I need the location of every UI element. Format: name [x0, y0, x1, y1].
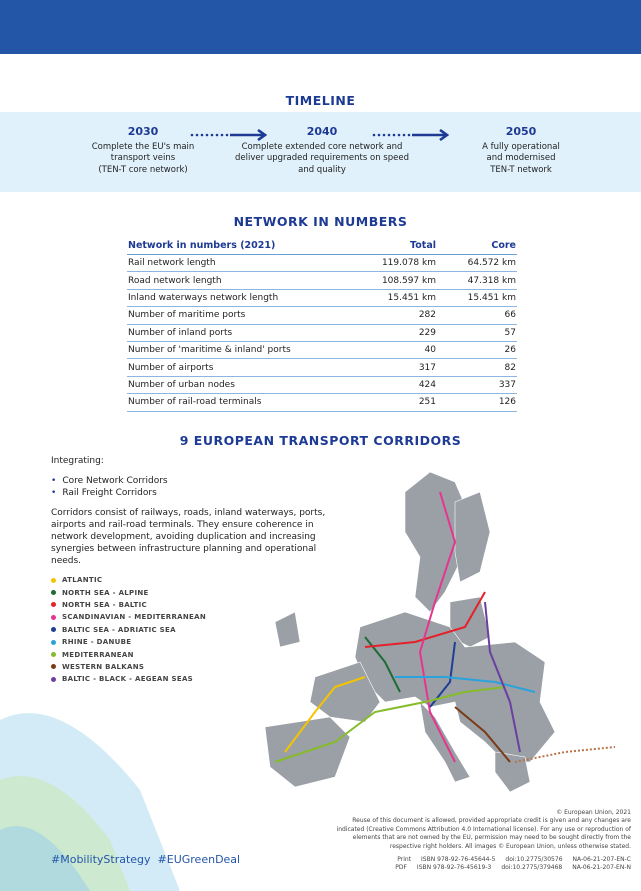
table-cell: 119.078 km: [358, 255, 437, 272]
legend-dot-icon: [51, 664, 56, 669]
legend-label: NORTH SEA - ALPINE: [62, 588, 149, 597]
timeline-text: TEN-T network: [490, 164, 552, 175]
bullet-item: • Rail Freight Corridors: [51, 487, 346, 499]
legend-label: WESTERN BALKANS: [62, 662, 145, 671]
corridor-legend: [51, 574, 206, 686]
legend-label: NORTH SEA - BALTIC: [62, 600, 147, 609]
table-cell: 82: [437, 359, 517, 376]
legend-item: [51, 599, 206, 611]
table-cell: Rail network length: [127, 255, 358, 272]
bullet-item: • Core Network Corridors: [51, 475, 346, 487]
timeline-text: Complete the EU's main: [91, 141, 195, 152]
timeline-text: (TEN-T core network): [98, 164, 188, 175]
doi: doi:10.2775/30576: [505, 856, 563, 863]
timeline-text: transport veins: [110, 153, 176, 163]
legend-dot-icon: [51, 627, 56, 632]
timeline-text: A fully operational: [482, 141, 560, 152]
catalogue-number: NA-06-21-207-EN-N: [572, 864, 631, 872]
table-cell: 251: [358, 394, 437, 411]
legend-item: [51, 648, 206, 660]
timeline-year: 2030: [127, 125, 159, 138]
top-banner: [0, 0, 641, 54]
table-cell: Number of rail-road terminals: [127, 394, 358, 411]
legend-label: MEDITERRANEAN: [62, 650, 134, 659]
legend-dot-icon: [51, 590, 56, 595]
table-cell: 424: [358, 376, 437, 393]
table-row: [127, 324, 517, 341]
table-cell: Road network length: [127, 272, 358, 289]
legend-item: [51, 636, 206, 648]
table-row: [127, 341, 517, 358]
legend-dot-icon: [51, 602, 56, 607]
table-cell: 66: [437, 307, 517, 324]
reuse-text: Reuse of this document is allowed, provided appropriate credit is given and any changes are indicated (Creative Commons Attribution 4.0 International license). For any use or reproduction of elements that are not owned by the EU, permission may need to be sought directly from the respective right holders. All images © European Union, unless otherwise stated.: [336, 817, 631, 850]
table-cell: 317: [358, 359, 437, 376]
table-cell: Number of airports: [127, 359, 358, 376]
legend-dot-icon: [51, 677, 56, 682]
table-cell: 108.597 km: [358, 272, 437, 289]
table-cell: 64.572 km: [437, 255, 517, 272]
integrating-label: Integrating:: [51, 456, 104, 466]
table-cell: 47.318 km: [437, 272, 517, 289]
network-numbers-table: [127, 238, 517, 412]
table-row: [127, 307, 517, 324]
isbn-type: Print: [397, 856, 412, 863]
column-header: Core: [437, 238, 517, 255]
numbers-title: NETWORK IN NUMBERS: [233, 214, 408, 229]
table-row: [127, 289, 517, 306]
legend-label: ATLANTIC: [62, 576, 103, 585]
legend-item: [51, 673, 206, 685]
table-cell: Number of urban nodes: [127, 376, 358, 393]
legend-item: [51, 661, 206, 673]
timeline-year: 2040: [306, 125, 338, 138]
hashtags: #MobilityStrategy #EUGreenDeal: [51, 853, 241, 866]
table-row: [127, 376, 517, 393]
legend-label: BALTIC SEA - ADRIATIC SEA: [62, 625, 176, 634]
table-cell: 15.451 km: [358, 289, 437, 306]
legend-dot-icon: [51, 578, 56, 583]
timeline-year: 2050: [505, 125, 537, 138]
legend-dot-icon: [51, 640, 56, 645]
table-cell: 57: [437, 324, 517, 341]
table-cell: 282: [358, 307, 437, 324]
timeline-text: and quality: [298, 164, 346, 175]
copyright-notice: [331, 809, 631, 851]
legend-label: RHINE - DANUBE: [62, 638, 132, 647]
timeline-text: and modernised: [486, 153, 556, 163]
catalogue-number: NA-06-21-207-EN-C: [572, 856, 631, 863]
table-cell: Number of inland ports: [127, 324, 358, 341]
legend-item: [51, 624, 206, 636]
corridors-description: Corridors consist of railways, roads, inland waterways, ports, airports and rail-road terminals. They ensure coherence in network development, avoiding duplication and increasing synergies between infrastructure planning and operational needs.: [51, 508, 326, 566]
timeline-text: deliver upgraded requirements on speed: [235, 153, 409, 163]
doi: doi:10.2775/379468: [501, 864, 563, 872]
europe-corridor-map: [255, 462, 641, 822]
table-cell: 40: [358, 341, 437, 358]
table-cell: Number of maritime ports: [127, 307, 358, 324]
column-header: Network in numbers (2021): [127, 238, 358, 255]
isbn-info: [385, 856, 631, 873]
legend-item: [51, 586, 206, 598]
corridors-title: 9 EUROPEAN TRANSPORT CORRIDORS: [179, 433, 462, 448]
timeline: [0, 112, 641, 192]
table-cell: Inland waterways network length: [127, 289, 358, 306]
legend-dot-icon: [51, 615, 56, 620]
table-row: [127, 394, 517, 411]
copyright: © European Union, 2021: [556, 809, 631, 816]
legend-label: SCANDINAVIAN - MEDITERRANEAN: [62, 613, 206, 622]
legend-label: BALTIC - BLACK - AEGEAN SEAS: [62, 675, 194, 684]
timeline-text: Complete extended core network and: [241, 141, 403, 152]
table-row: [127, 255, 517, 272]
arrow-right-icon: [372, 129, 450, 141]
timeline-title: TIMELINE: [285, 93, 356, 108]
table-row: [127, 272, 517, 289]
timeline-item-2050: [446, 126, 596, 176]
isbn-type: PDF: [395, 864, 407, 872]
table-row: [127, 359, 517, 376]
column-header: Total: [358, 238, 437, 255]
isbn: ISBN 978-92-76-45644-5: [421, 856, 496, 863]
table-cell: 229: [358, 324, 437, 341]
legend-item: [51, 574, 206, 586]
isbn: ISBN 978-92-76-45619-3: [416, 864, 492, 872]
table-cell: 26: [437, 341, 517, 358]
table-cell: Number of 'maritime & inland' ports: [127, 341, 358, 358]
table-cell: 15.451 km: [437, 289, 517, 306]
table-cell: 126: [437, 394, 517, 411]
legend-dot-icon: [51, 652, 56, 657]
legend-item: [51, 611, 206, 623]
table-cell: 337: [437, 376, 517, 393]
